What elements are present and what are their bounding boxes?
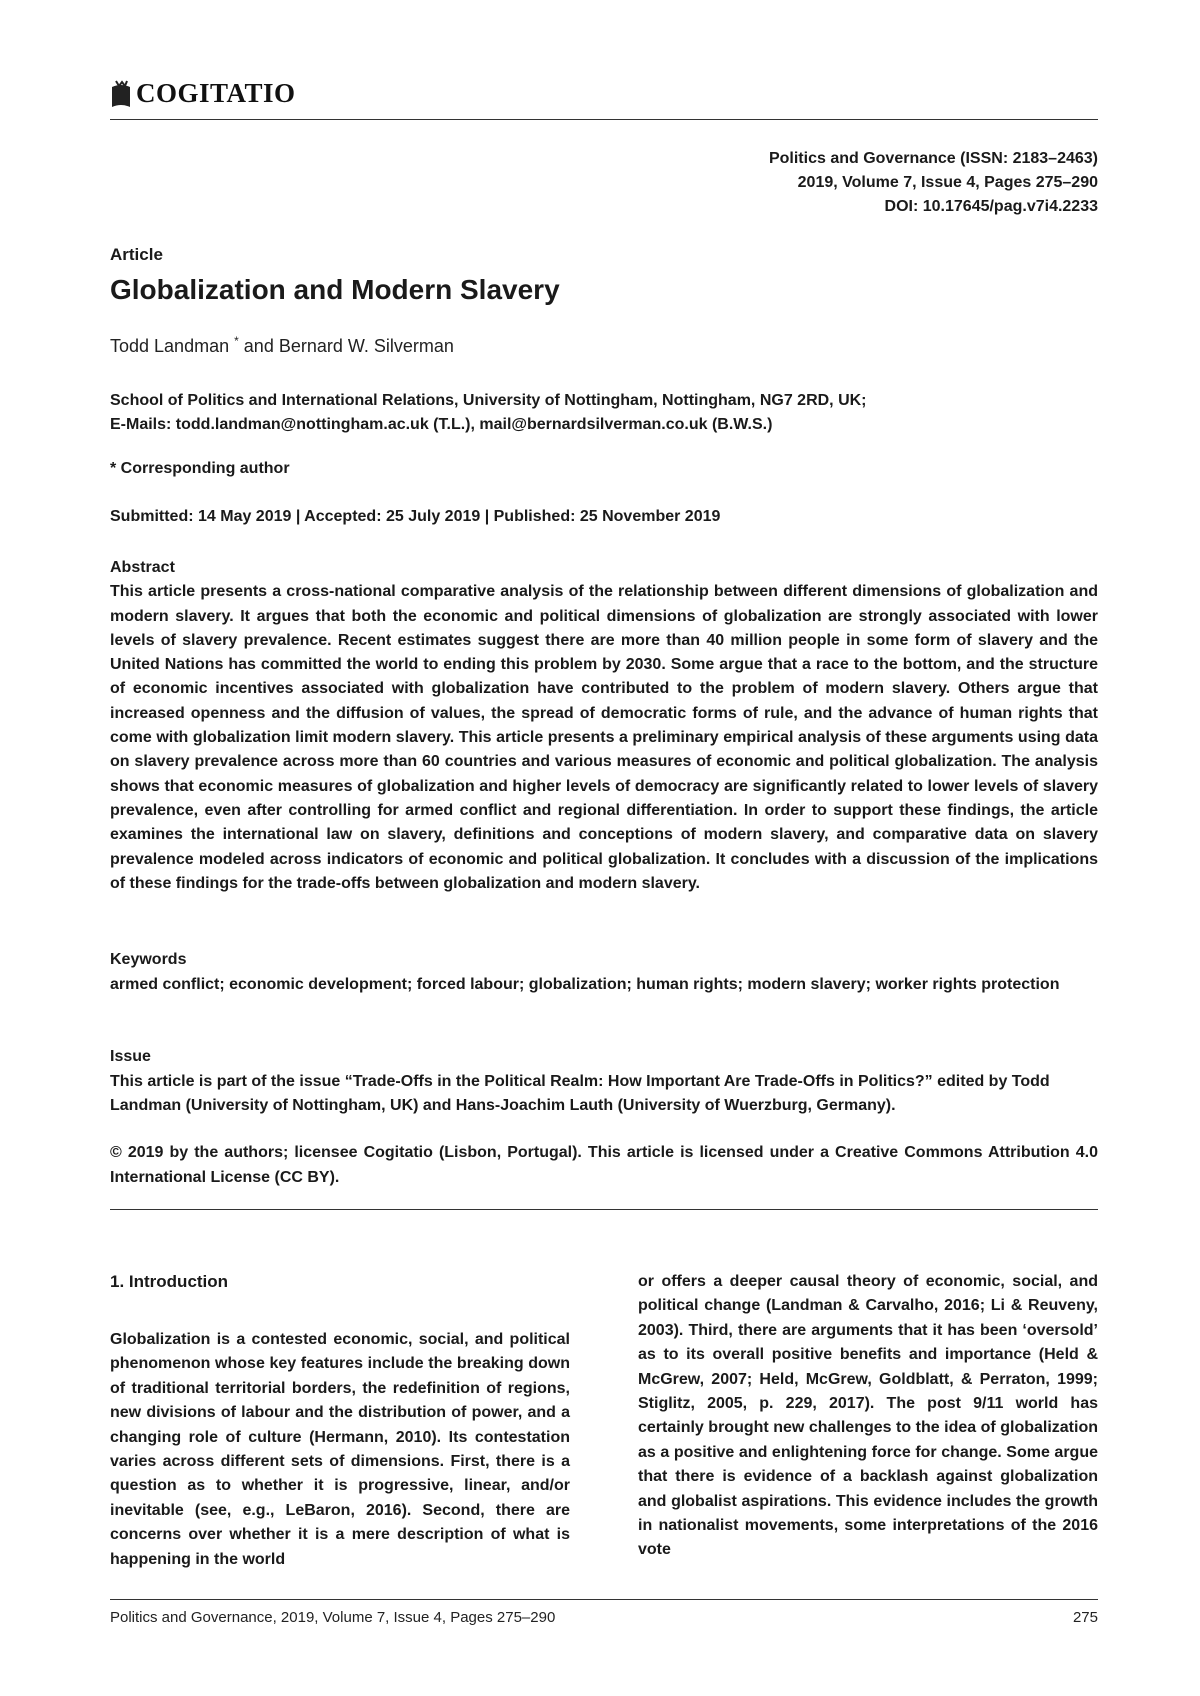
corresponding-mark: * — [234, 334, 239, 348]
license-text: © 2019 by the authors; licensee Cogitatio (Lisbon, Portugal). This article is licensed under a Creative Commons Attribution 4.0 International License (CC BY). — [110, 1144, 1098, 1186]
body-text-left: Globalization is a contested economic, social, and political phenomenon whose key features include the breaking down of traditional territorial borders, the redefinition of regions, new divisions of labour and the distribution of power, and a changing role of culture (Hermann, 2010). Its contestation varies across different sets of dimensions. First, there is a question as to whether it is progressive, linear, and/or inevitable (see, e.g., LeBaron, 2016). Second, there are concerns over whether it is a mere description of what is happening in the world — [110, 1331, 570, 1568]
abstract-section — [110, 556, 1098, 896]
journal-doi-line: DOI: 10.17645/pag.v7i4.2233 — [884, 198, 1098, 215]
license-section — [110, 1141, 1098, 1190]
abstract-heading: Abstract — [110, 559, 175, 576]
page-number: 275 — [1072, 1609, 1098, 1626]
affiliation-block — [110, 389, 1098, 437]
author-emails: E-Mails: todd.landman@nottingham.ac.uk (T.L.), mail@bernardsilverman.co.uk (B.W.S.) — [110, 416, 773, 433]
footer-citation: Politics and Governance, 2019, Volume 7, Issue 4, Pages 275–290 — [110, 1609, 556, 1626]
body-text-right: or offers a deeper causal theory of economic, social, and political change (Landman & Carvalho, 2016; Li & Reuveny, 2003). Third, there are arguments that it has been ‘oversold’ as to its overall positive benefits and importance (Held & McGrew, 2007; Held, McGrew, Goldblatt, & Perraton, 1999; Stiglitz, 2005, p. 229, 2017). The post 9/11 world has certainly brought new challenges to the idea of globalization as a positive and enlightening force for change. Some argue that there is evidence of a backlash against globalization and globalist aspirations. This evidence includes the growth in nationalist movements, some interpretations of the 2016 vote — [638, 1273, 1098, 1559]
issue-section — [110, 1045, 1098, 1119]
introduction-heading: 1. Introduction — [110, 1272, 229, 1291]
abstract-text: This article presents a cross-national comparative analysis of the relationship between different dimensions of globalization and modern slavery. It argues that both the economic and political dimensions of globalization are strongly associated with lower levels of slavery prevalence. Recent estimates suggest there are more than 40 million people in some form of slavery and the United Nations has committed the world to ending this problem by 2030. Some argue that a race to the bottom, and the structure of economic incentives associated with globalization have contributed to the problem of modern slavery. Others argue that increased openness and the diffusion of values, the spread of democratic forms of rule, and the advance of human rights that come with globalization limit modern slavery. This article presents a preliminary empirical analysis of these arguments using data on slavery prevalence across more than 60 countries and various measures of economic and political globalization. The analysis shows that economic measures of globalization and higher levels of democracy are significantly related to lower levels of slavery prevalence, even after controlling for armed conflict and regional differentiation. In order to support these findings, the article examines the international law on slavery, definitions and conceptions of modern slavery, and comparative data on slavery prevalence modeled across indicators of economic and political globalization. It concludes with a discussion of the implications of these findings for the trade-offs between globalization and modern slavery. — [110, 583, 1098, 892]
journal-info — [769, 147, 1098, 219]
keywords-text: armed conflict; economic development; forced labour; globalization; human rights; modern slavery; worker rights protection — [110, 975, 1060, 993]
author-landman: Todd Landman — [110, 336, 230, 356]
issue-text: This article is part of the issue “Trade-Offs in the Political Realm: How Important Are Trade-Offs in Politics?” edited by Todd Landman (University of Nottingham, UK) and Hans-Joachim Lauth (University of Wuerzburg, Germany). — [110, 1072, 1050, 1114]
publication-dates: Submitted: 14 May 2019 | Accepted: 25 July 2019 | Published: 25 November 2019 — [110, 508, 721, 525]
logo-book-icon — [110, 79, 132, 109]
keywords-section — [110, 948, 1098, 997]
header-rule — [110, 119, 1098, 120]
article-title: Globalization and Modern Slavery — [110, 274, 560, 305]
author-silverman: and Bernard W. Silverman — [243, 336, 454, 356]
footer-rule — [110, 1599, 1098, 1600]
journal-volume-line: 2019, Volume 7, Issue 4, Pages 275–290 — [797, 174, 1098, 191]
article-type: Article — [110, 245, 163, 264]
cogitatio-logo — [110, 78, 296, 109]
body-column-left — [110, 1270, 570, 1572]
corresponding-author-note: * Corresponding author — [110, 460, 290, 477]
body-column-right — [638, 1270, 1098, 1563]
journal-title-line: Politics and Governance (ISSN: 2183–2463) — [768, 150, 1098, 167]
logo-text: COGITATIO — [136, 78, 296, 108]
keywords-heading: Keywords — [110, 951, 187, 968]
section-rule — [110, 1209, 1098, 1210]
authors — [110, 336, 454, 357]
affiliation: School of Politics and International Relations, University of Nottingham, Nottingham, NG7 2RD, UK; — [110, 392, 867, 409]
issue-heading: Issue — [110, 1048, 151, 1065]
